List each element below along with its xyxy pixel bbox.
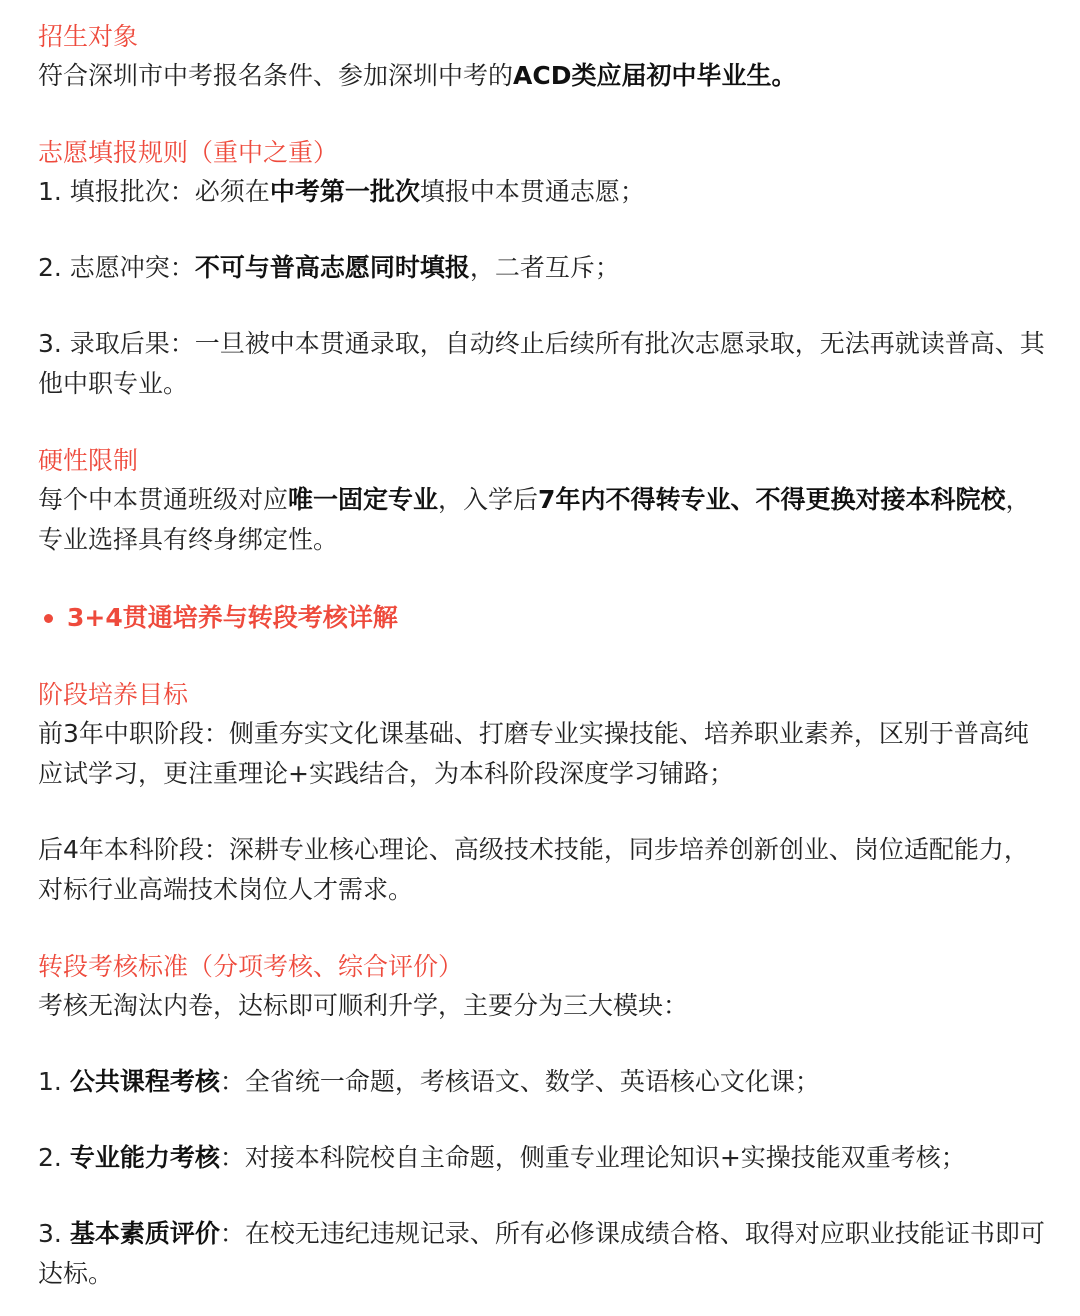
enrollment-target-text: [38, 56, 1050, 96]
text-run: ：全省统一命题，考核语文、数学、英语核心文化课；: [219, 1067, 820, 1096]
assessment-intro: 考核无淘汰内卷，达标即可顺利升学，主要分为三大模块：: [38, 991, 689, 1020]
text-run: 填报中本贯通志愿；: [419, 177, 645, 206]
text-run: ，专业选择具有终身绑定性。: [38, 485, 1031, 554]
text-run: 每个中本贯通班级对应: [38, 485, 289, 514]
text-run: ，入学后: [438, 485, 539, 514]
heading-assessment-standards: 转段考核标准（分项考核、综合评价）: [38, 952, 464, 981]
text-run: ：在校无违纪违规记录、所有必修课成绩合格、取得对应职业技能证书即可达标。: [38, 1219, 1045, 1288]
text-run: 2.: [38, 1143, 70, 1172]
heading-hard-limits: 硬性限制: [38, 446, 139, 475]
bullet-heading-label: 3+4贯通培养与转段考核详解: [67, 603, 398, 632]
bullet-heading: [38, 598, 1050, 638]
text-run: ：对接本科院校自主命题，侧重专业理论知识+实操技能双重考核；: [219, 1143, 966, 1172]
heading-enrollment-target: 招生对象: [38, 22, 139, 51]
heading-stage-goals: 阶段培养目标: [38, 680, 189, 709]
text-run: 2. 志愿冲突：: [38, 253, 195, 282]
heading-application-rules: 志愿填报规则（重中之重）: [38, 138, 339, 167]
emphasis-text: 唯一固定专业: [288, 485, 439, 514]
stage-goal-1: 前3年中职阶段：侧重夯实文化课基础、打磨专业实操技能、培养职业素养，区别于普高纯应试学习，更注重理论+实践结合，为本科阶段深度学习铺路；: [38, 719, 1029, 788]
assessment-module-3: [38, 1214, 1050, 1294]
assessment-module-2: [38, 1138, 1050, 1178]
emphasis-text: ACD类应届初中毕业生。: [513, 61, 797, 90]
emphasis-text: 专业能力考核: [69, 1143, 220, 1172]
text-run: ，二者互斥；: [469, 253, 620, 282]
rule-1: [38, 172, 1050, 212]
rule-2: [38, 248, 1050, 288]
emphasis-text: 基本素质评价: [69, 1219, 220, 1248]
text-run: 1.: [38, 1067, 70, 1096]
stage-goal-2: 后4年本科阶段：深耕专业核心理论、高级技术技能，同步培养创新创业、岗位适配能力，对标行业高端技术岗位人才需求。: [38, 835, 1029, 904]
emphasis-text: 7年内不得转专业、不得更换对接本科院校: [538, 485, 1006, 514]
text-run: 符合深圳市中考报名条件、参加深圳中考的: [38, 61, 514, 90]
assessment-module-1: [38, 1062, 1050, 1102]
hard-limits-text: [38, 480, 1050, 560]
emphasis-text: 公共课程考核: [69, 1067, 220, 1096]
text-run: 1. 填报批次：必须在: [38, 177, 270, 206]
rule-3: 3. 录取后果：一旦被中本贯通录取，自动终止后续所有批次志愿录取，无法再就读普高、其他中职专业。: [38, 329, 1045, 398]
emphasis-text: 中考第一批次: [269, 177, 420, 206]
text-run: 3.: [38, 1219, 70, 1248]
bullet-dot-icon: [44, 614, 53, 623]
emphasis-text: 不可与普高志愿同时填报: [194, 253, 470, 282]
